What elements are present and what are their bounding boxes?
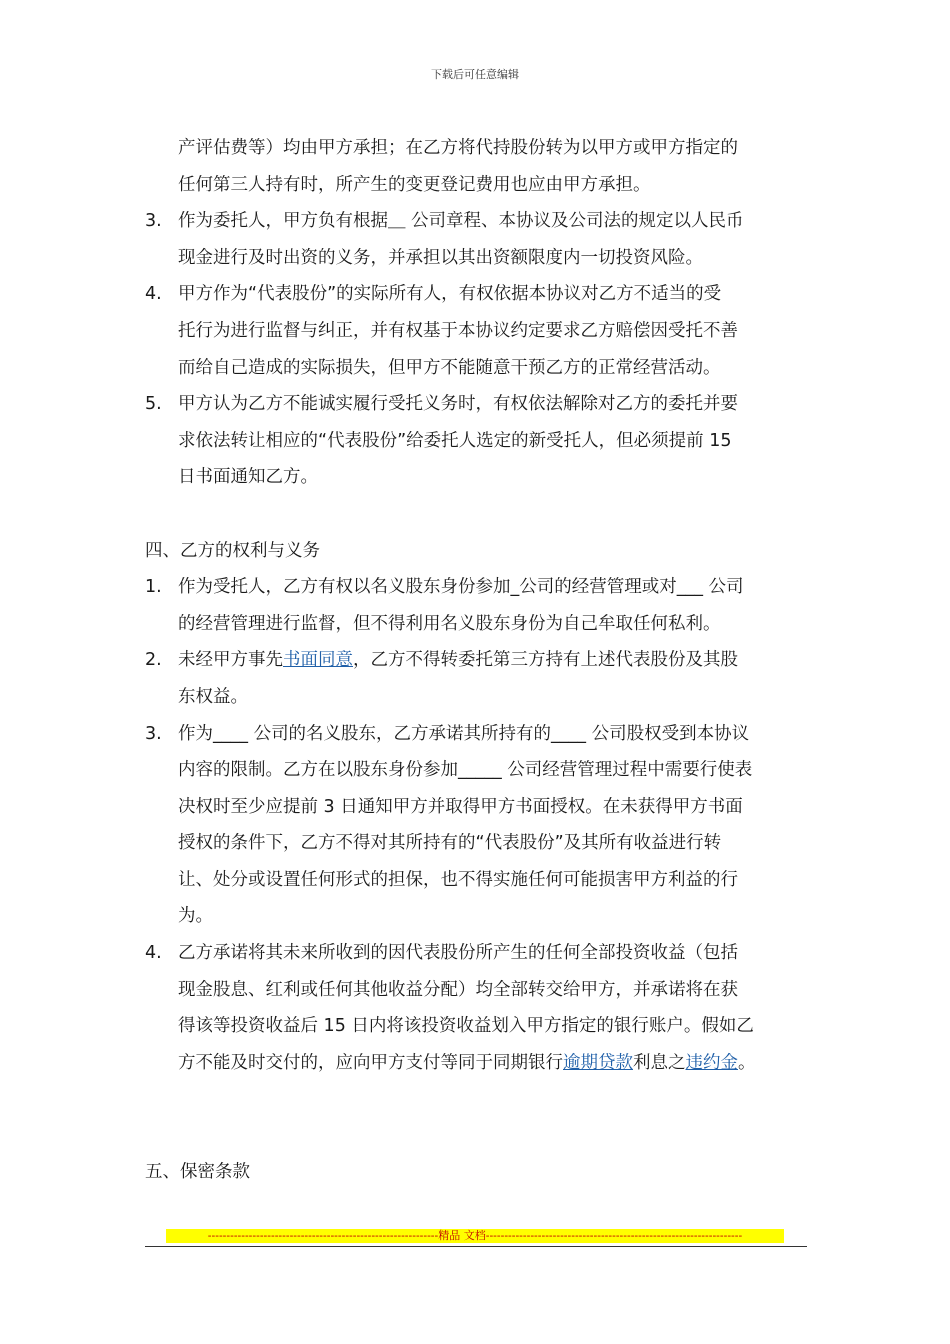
overdue-loan-link[interactable]: 逾期贷款 bbox=[563, 1052, 633, 1073]
party-a-clause-5 bbox=[145, 386, 810, 496]
written-consent-link[interactable]: 书面同意 bbox=[283, 650, 353, 671]
clause-continuation-line-1: 产评估费等）均由甲方承担；在乙方将代持股份转为以甲方或甲方指定的 bbox=[178, 138, 738, 158]
clause-line: 作为受托人，乙方有权以名义股东身份参加_公司的经营管理或对___ 公司 bbox=[178, 577, 744, 598]
clause-line: 东权益。 bbox=[178, 686, 248, 707]
footer-banner: --------------------------------------------------------------精品 文档--------------------------------------------------------------------- bbox=[166, 1229, 784, 1243]
clause-text: 未经甲方事先 bbox=[178, 650, 283, 671]
party-b-clause-4 bbox=[145, 935, 810, 1081]
clause-text: 利息之 bbox=[633, 1052, 686, 1073]
party-b-clause-3 bbox=[145, 716, 810, 936]
party-b-clause-2 bbox=[145, 642, 810, 715]
clause-line: 甲方认为乙方不能诚实履行受托义务时，有权依法解除对乙方的委托并要 bbox=[178, 394, 738, 415]
clause-line: 日书面通知乙方。 bbox=[178, 467, 318, 488]
party-a-clause-4 bbox=[145, 276, 810, 386]
clause-line: 让、处分或设置任何形式的担保，也不得实施任何可能损害甲方利益的行 bbox=[178, 869, 738, 890]
clause-line: 作为委托人，甲方负有根据＿ 公司章程、本协议及公司法的规定以人民币 bbox=[178, 211, 744, 232]
clause-line bbox=[145, 642, 810, 679]
clause-line bbox=[145, 1045, 810, 1082]
clause-text: ，乙方不得转委托第三方持有上述代表股份及其股 bbox=[353, 650, 738, 671]
clause-line: 作为____ 公司的名义股东，乙方承诺其所持有的____ 公司股权受到本协议 bbox=[178, 723, 750, 744]
party-b-clause-1 bbox=[145, 569, 810, 642]
clause-number: 1. bbox=[145, 577, 162, 598]
clause-line: 现金股息、红利或任何其他收益分配）均全部转交给甲方，并承诺将在获 bbox=[178, 979, 738, 1000]
clause-text: 。 bbox=[738, 1052, 756, 1073]
section-title-party-b-rights: 四、乙方的权利与义务 bbox=[145, 540, 320, 561]
section-title-confidentiality: 五、保密条款 bbox=[145, 1162, 250, 1183]
penalty-link[interactable]: 违约金 bbox=[685, 1052, 738, 1073]
clause-line: 的经营管理进行监督，但不得利用名义股东身份为自己牟取任何私利。 bbox=[178, 613, 721, 634]
clause-line: 现金进行及时出资的义务，并承担以其出资额限度内一切投资风险。 bbox=[178, 247, 703, 268]
footer-divider bbox=[145, 1246, 807, 1247]
clause-number: 2. bbox=[145, 650, 162, 671]
paragraph-spacer bbox=[145, 496, 810, 533]
clause-line: 为。 bbox=[178, 906, 213, 927]
party-a-clause-3 bbox=[145, 203, 810, 276]
clause-line: 决权时至少应提前 3 日通知甲方并取得甲方书面授权。在未获得甲方书面 bbox=[178, 796, 743, 817]
clause-number: 3. bbox=[145, 723, 162, 744]
clause-text: 方不能及时交付的，应向甲方支付等同于同期银行 bbox=[178, 1052, 563, 1073]
document-body bbox=[145, 130, 810, 1191]
clause-line: 而给自己造成的实际损失，但甲方不能随意干预乙方的正常经营活动。 bbox=[178, 357, 721, 378]
clause-line: 授权的条件下，乙方不得对其所持有的“代表股份”及其所有收益进行转 bbox=[178, 833, 722, 854]
clause-number: 3. bbox=[145, 211, 162, 232]
clause-continuation-line-2: 任何第三人持有时，所产生的变更登记费用也应由甲方承担。 bbox=[178, 174, 651, 195]
clause-number: 5. bbox=[145, 394, 162, 415]
clause-line: 得该等投资收益后 15 日内将该投资收益划入甲方指定的银行账户。假如乙 bbox=[178, 1016, 754, 1037]
paragraph-spacer bbox=[145, 1081, 810, 1154]
clause-line: 托行为进行监督与纠正，并有权基于本协议约定要求乙方赔偿因受托不善 bbox=[178, 320, 738, 341]
clause-number: 4. bbox=[145, 284, 162, 305]
clause-line: 乙方承诺将其未来所收到的因代表股份所产生的任何全部投资收益（包括 bbox=[178, 943, 738, 964]
page-header-note: 下载后可任意编辑 bbox=[431, 68, 519, 81]
clause-number: 4. bbox=[145, 943, 162, 964]
clause-line: 求依法转让相应的“代表股份”给委托人选定的新受托人，但必须提前 15 bbox=[178, 430, 732, 451]
clause-line: 甲方作为“代表股份”的实际所有人，有权依据本协议对乙方不适当的受 bbox=[178, 284, 722, 305]
clause-line: 内容的限制。乙方在以股东身份参加_____ 公司经营管理过程中需要行使表 bbox=[178, 760, 753, 781]
